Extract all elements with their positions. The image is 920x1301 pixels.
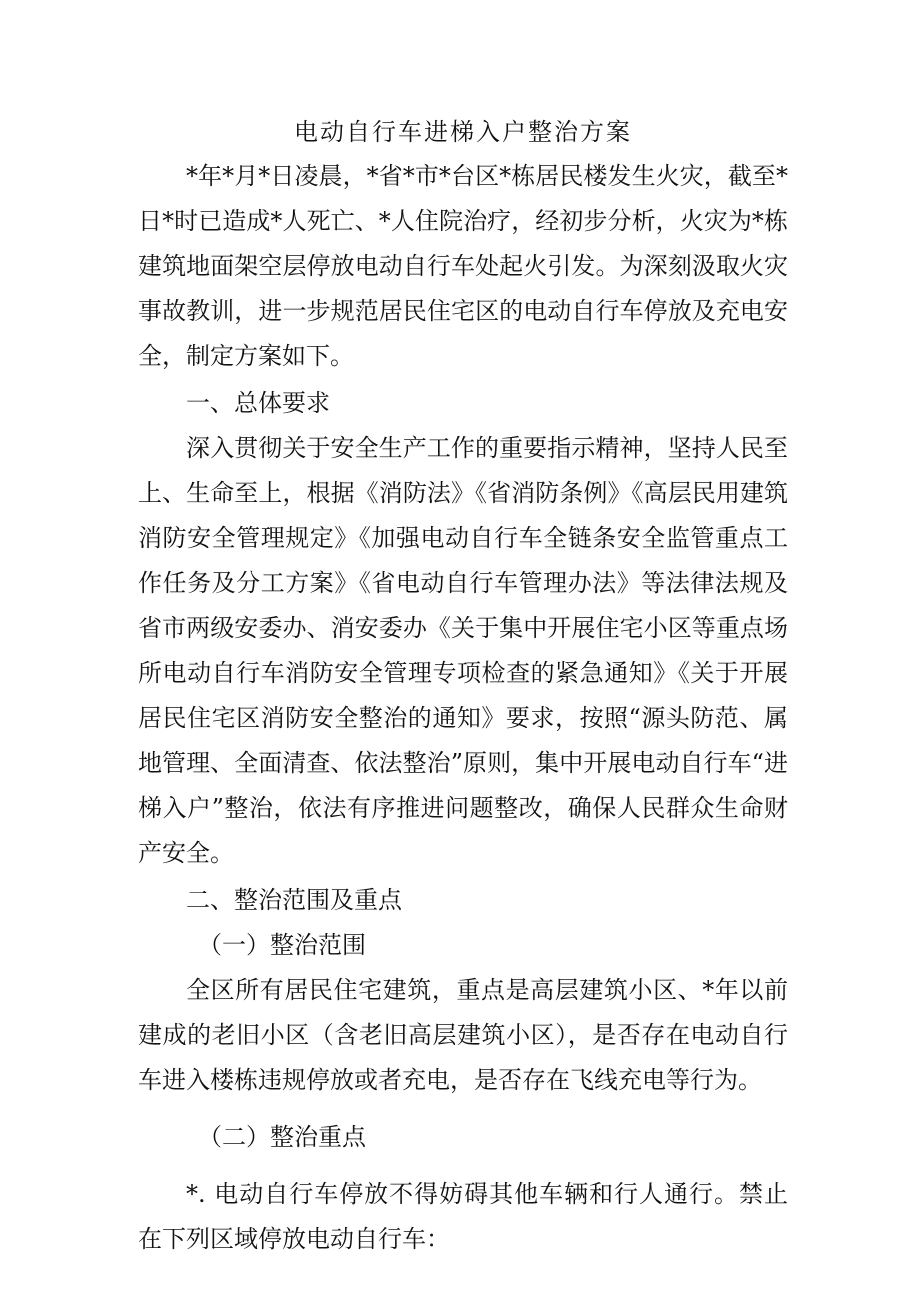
section-2-heading: 二、整治范围及重点 [186, 886, 402, 914]
document-title: 电动自行车进梯入户整治方案 [294, 118, 632, 146]
intro-paragraph: *年*月*日凌晨，*省*市*台区*栋居民楼发生火灾，截至*日*时已造成*人死亡、*人住院治疗，经初步分析，火灾为*栋建筑地面架空层停放电动自行车处起火引发。为深刻汲取火灾事故教训，进一步规范居民住宅区的电动自行车停放及充电安全，制定方案如下。 [138, 162, 788, 370]
document-body [138, 112, 788, 1262]
section-2-sub-1-heading: （一）整治范围 [198, 931, 366, 959]
section-2-sub-2-body: *. 电动自行车停放不得妨碍其他车辆和行人通行。禁止在下列区域停放电动自行车： [138, 1180, 788, 1253]
section-2-sub-2-heading: （二）整治重点 [198, 1123, 366, 1151]
section-1-body: 深入贯彻关于安全生产工作的重要指示精神，坚持人民至上、生命至上，根据《消防法》《省消防条例》《高层民用建筑消防安全管理规定》《加强电动自行车全链条安全监管重点工作任务及分工方案》《省电动自行车管理办法》等法律法规及省市两级安委办、消安委办《关于集中开展住宅小区等重点场所电动自行车消防安全管理专项检查的紧急通知》《关于开展居民住宅区消防安全整治的通知》要求，按照“源头防范、属地管理、全面清查、依法整治”原则，集中开展电动自行车“进梯入户”整治，依法有序推进问题整改，确保人民群众生命财产安全。 [138, 434, 788, 867]
section-1-heading: 一、总体要求 [186, 389, 330, 417]
section-2-sub-1-body: 全区所有居民住宅建筑，重点是高层建筑小区、*年以前建成的老旧小区（含老旧高层建筑小区），是否存在电动自行车进入楼栋违规停放或者充电，是否存在飞线充电等行为。 [138, 976, 788, 1094]
